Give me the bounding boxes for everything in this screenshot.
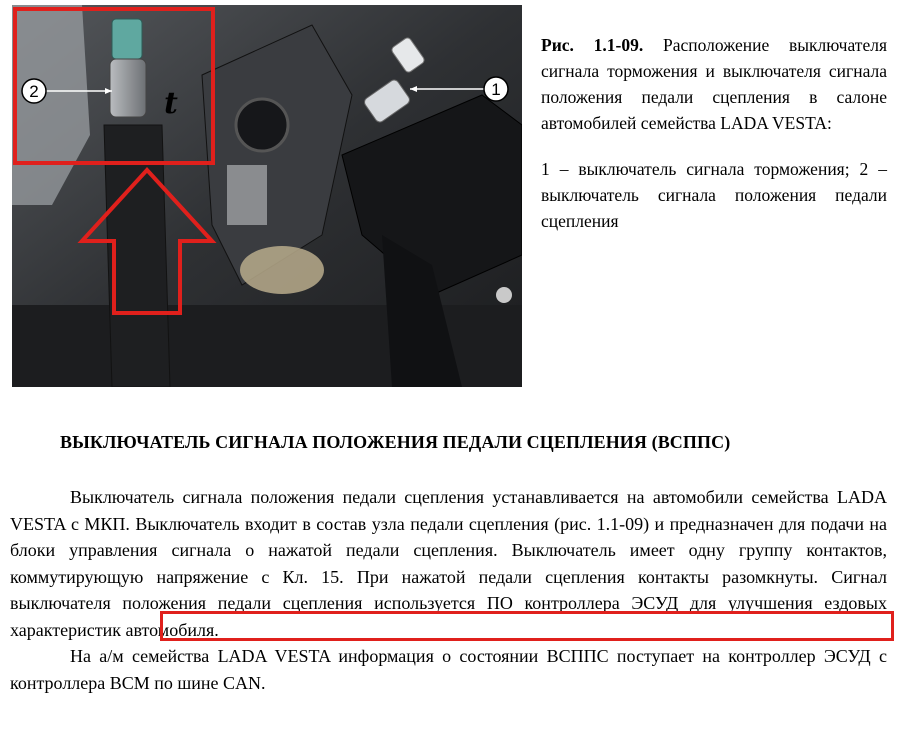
pedal-assembly-illustration bbox=[12, 5, 522, 387]
caption-text: Расположение выключателя сигнала торможения и выключателя сигнала положения педали сцепления в салоне автомобилей семейства LADA VESTA: bbox=[541, 35, 887, 133]
handwritten-marker: t bbox=[164, 86, 178, 121]
clutch-switch-body bbox=[110, 59, 146, 117]
caption-title: Рис. 1.1-09. bbox=[541, 35, 644, 55]
paragraph-1 bbox=[10, 484, 887, 643]
pivot-bushing bbox=[236, 99, 288, 151]
section-heading: ВЫКЛЮЧАТЕЛЬ СИГНАЛА ПОЛОЖЕНИЯ ПЕДАЛИ СЦЕПЛЕНИЯ (ВСППС) bbox=[60, 432, 731, 452]
paragraph-1-start: Выключатель сигнала положения педали сцепления устанавливается на автомобили семейства LADA VESTA с МКП. Выключатель входит в состав узла педали сцепления (рис. 1.1-09) и предназначен для подачи на блоки управления сигнала о нажатой педали сцепления. Выключатель имеет одну группу контактов, коммутирующую напряжение с Кл. 15. При нажатой педали сцепления контакты разомкнуты. Сигнал выключателя положения педали сцепления bbox=[10, 487, 887, 613]
bracket-plate bbox=[227, 165, 267, 225]
insulation-material bbox=[240, 246, 324, 294]
bolt bbox=[496, 287, 512, 303]
label-1-text: 1 bbox=[491, 80, 501, 99]
label-2-text: 2 bbox=[29, 82, 39, 101]
paragraph-1-highlighted: используется ПО контроллера ЭСУД для улучшения ездовых характеристик bbox=[10, 593, 887, 640]
caption-legend: 1 – выключатель сигнала торможения; 2 – выключатель сигнала положения педали сцепления bbox=[541, 159, 887, 231]
figure-photo bbox=[12, 5, 522, 387]
paragraph-1-end: автомобиля. bbox=[125, 619, 219, 640]
figure-caption bbox=[541, 32, 887, 254]
paragraph-2: На а/м семейства LADA VESTA информация о состоянии ВСППС поступает на контроллер ЭСУД с контроллера BCM по шине CAN. bbox=[10, 646, 887, 693]
clutch-switch-connector bbox=[112, 19, 142, 59]
body-text bbox=[10, 484, 887, 696]
